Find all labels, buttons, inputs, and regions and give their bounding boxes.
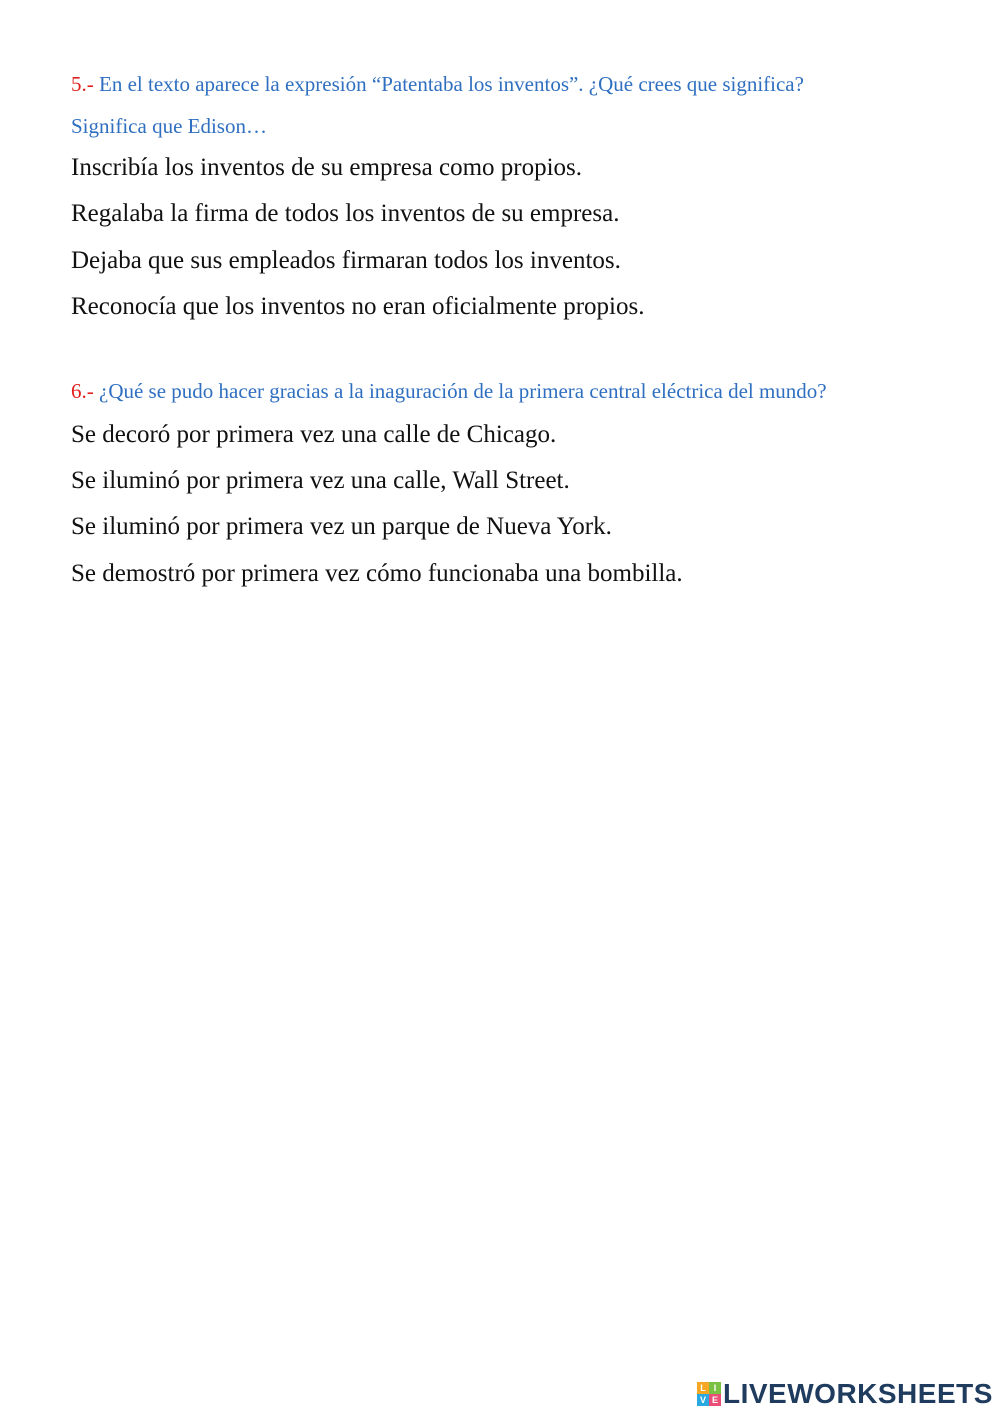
question-6-number: 6.- bbox=[71, 379, 94, 403]
liveworksheets-logo-text: LIVEWORKSHEETS bbox=[723, 1378, 993, 1409]
question-5-prompt-continuation: Significa que Edison… bbox=[71, 114, 267, 138]
question-5-option-2[interactable]: Regalaba la firma de todos los inventos de su empresa. bbox=[71, 200, 620, 227]
logo-mark-letter: L bbox=[697, 1382, 709, 1394]
question-5-text: En el texto aparece la expresión “Patentaba los inventos”. ¿Qué crees que significa? bbox=[93, 72, 804, 96]
logo-mark-letter: I bbox=[709, 1382, 721, 1394]
question-5-option-4[interactable]: Reconocía que los inventos no eran oficialmente propios. bbox=[71, 293, 645, 320]
question-5-number: 5.- bbox=[71, 72, 94, 96]
question-6-text: ¿Qué se pudo hacer gracias a la inaguración de la primera central eléctrica del mundo? bbox=[93, 379, 827, 403]
question-6-prompt bbox=[71, 379, 827, 403]
question-5-prompt bbox=[71, 72, 804, 96]
question-6-option-1[interactable]: Se decoró por primera vez una calle de Chicago. bbox=[71, 421, 557, 448]
question-6-option-2[interactable]: Se iluminó por primera vez una calle, Wall Street. bbox=[71, 467, 570, 494]
logo-mark-letter: E bbox=[709, 1394, 721, 1406]
liveworksheets-logo-icon bbox=[697, 1382, 721, 1406]
question-5-option-3[interactable]: Dejaba que sus empleados firmaran todos los inventos. bbox=[71, 247, 621, 274]
question-5-option-1[interactable]: Inscribía los inventos de su empresa como propios. bbox=[71, 154, 583, 181]
question-6-option-3[interactable]: Se iluminó por primera vez un parque de Nueva York. bbox=[71, 513, 612, 540]
logo-mark-letter: V bbox=[697, 1394, 709, 1406]
question-6-option-4[interactable]: Se demostró por primera vez cómo funcionaba una bombilla. bbox=[71, 560, 683, 587]
liveworksheets-logo bbox=[697, 1378, 993, 1410]
